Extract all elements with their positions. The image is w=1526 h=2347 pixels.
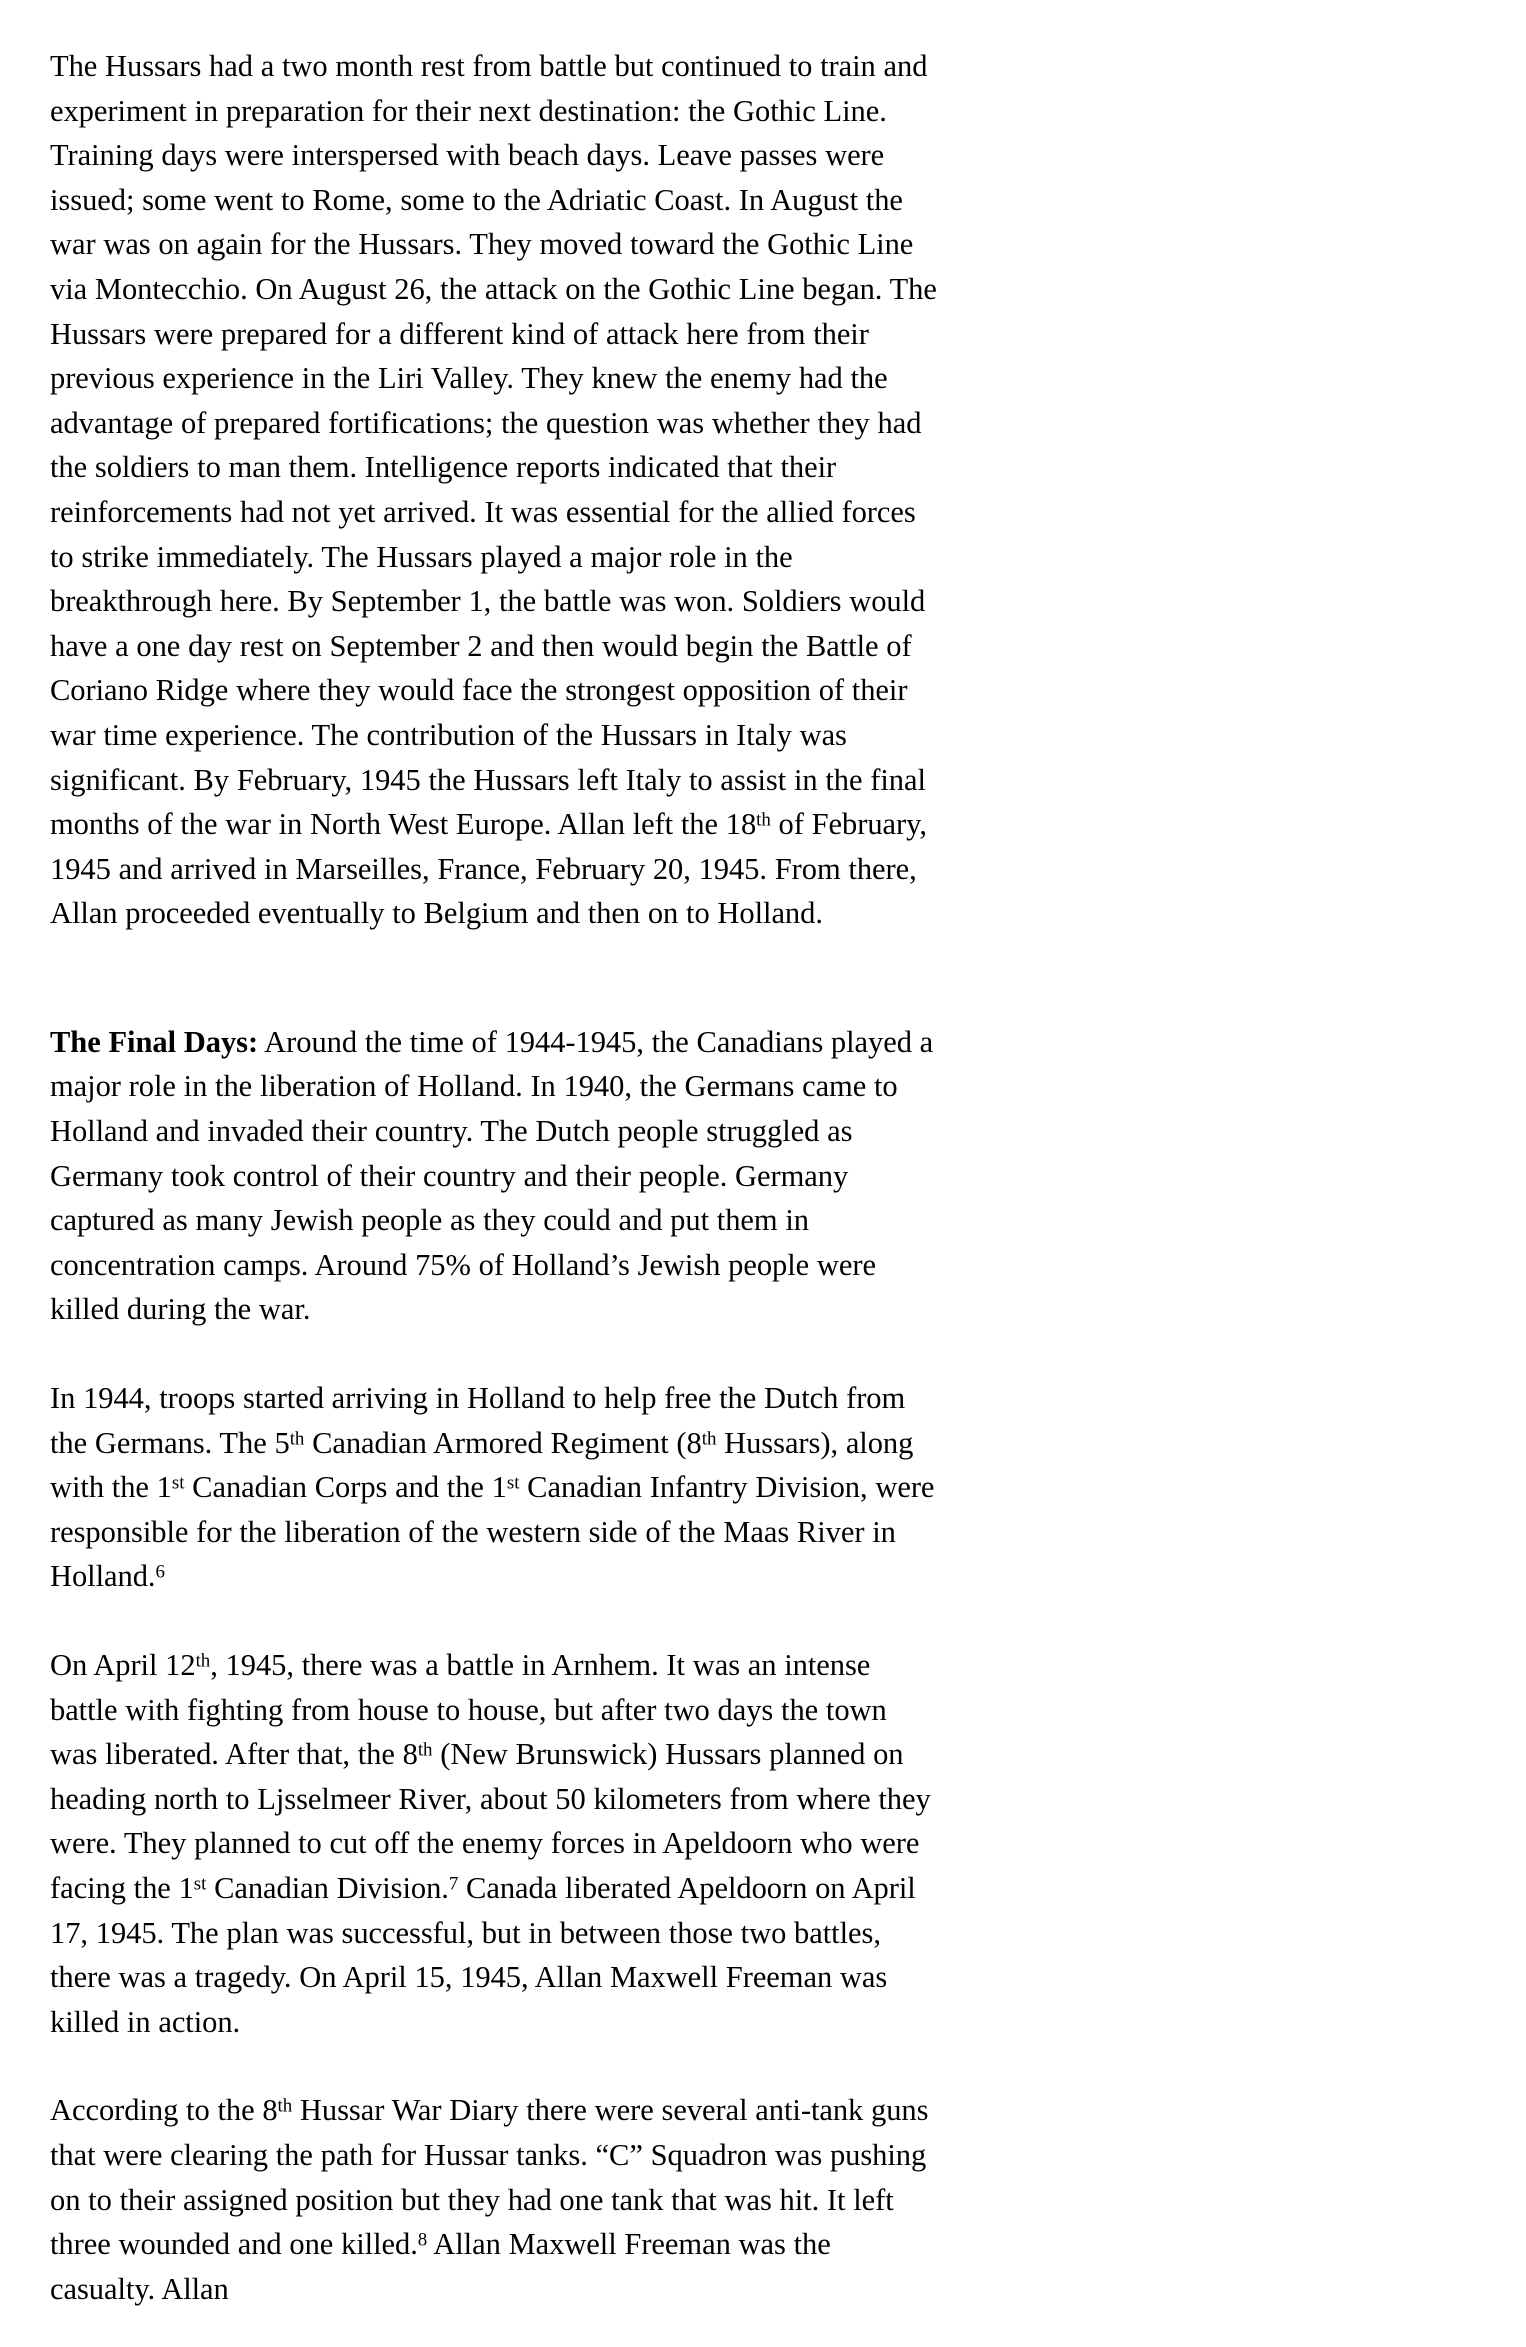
paragraph-spacer: [50, 1332, 938, 1376]
superscript: 8: [417, 2229, 428, 2251]
document-body: [50, 44, 938, 2311]
paragraph-hussars-rest: The Hussars had a two month rest from battle but continued to train and experiment in preparation for their next destination: the Gothic Line. Training days were interspersed with beach days. Leave passes were issued; some went to Rome, some to the Adriatic Coast. In August the war was on again for the Hussars. They moved toward the Gothic Line via Montecchio. On August 26, the attack on the Gothic Line began. The Hussars were prepared for a different kind of attack here from their previous experience in the Liri Valley. They knew the enemy had the advantage of prepared fortifications; the question was whether they had the soldiers to man them. Intelligence reports indicated that their reinforcements had not yet arrived. It was essential for the allied forces to strike immediately. The Hussars played a major role in the breakthrough here. By September 1, the battle was won. Soldiers would have a one day rest on September 2 and then would begin the Battle of Coriano Ridge where they would face the strongest opposition of their war time experience. The contribution of the Hussars in Italy was significant. By February, 1945 the Hussars left Italy to assist in the final months of the war in North West Europe. Allan left the 18th of February, 1945 and arrived in Marseilles, France, February 20, 1945. From there, Allan proceeded eventually to Belgium and then on to Holland.: [50, 49, 937, 931]
superscript: th: [195, 1650, 211, 1672]
paragraph-spacer: [50, 2044, 938, 2088]
paragraph-war-diary: According to the 8th Hussar War Diary there were several anti-tank guns that were clearing the path for Hussar tanks. “C” Squadron was pushing on to their assigned position but they had one tank that was hit. It left three wounded and one killed.$^8$ Allan Maxwell Freeman was the casualty. Allan: [50, 2093, 929, 2306]
superscript: th: [289, 1427, 305, 1449]
superscript: th: [277, 2095, 293, 2117]
superscript: st: [506, 1472, 520, 1494]
paragraph-arnhem: On April 12th, 1945, there was a battle in Arnhem. It was an intense battle with fighting from house to house, but after two days the town was liberated. After that, the 8th (New Brunswick) Hussars planned on heading north to Ljsselmeer River, about 50 kilometers from where they were. They planned to cut off the enemy forces in Apeldoorn who were facing the 1st Canadian Division.$^7$ Canada liberated Apeldoorn on April 17, 1945. The plan was successful, but in between those two battles, there was a tragedy. On April 15, 1945, Allan Maxwell Freeman was killed in action.: [50, 1648, 931, 2039]
superscript: st: [171, 1472, 185, 1494]
superscript: th: [756, 809, 771, 831]
section-heading-inline: The Final Days:: [50, 1024, 259, 1059]
superscript: 7: [448, 1873, 459, 1895]
paragraph-spacer: [50, 1599, 938, 1643]
paragraph-spacer: [50, 936, 938, 1020]
superscript: th: [417, 1739, 433, 1761]
paragraph-final-days: The Final Days: Around the time of 1944-1945, the Canadians played a major role in the liberation of Holland. In 1940, the Germans came to Holland and invaded their country. The Dutch people struggled as Germany took control of their country and their people. Germany captured as many Jewish people as they could and put them in concentration camps. Around 75% of Holland’s Jewish people were killed during the war.: [50, 1024, 934, 1327]
superscript: st: [193, 1873, 207, 1895]
superscript: th: [701, 1427, 717, 1449]
paragraph-1944-troops: In 1944, troops started arriving in Holland to help free the Dutch from the Germans. The 5th Canadian Armored Regiment (8th Hussars), along with the 1st Canadian Corps and the 1st Canadian Infantry Division, were responsible for the liberation of the western side of the Maas River in Holland.$^6$: [50, 1381, 935, 1594]
superscript: 6: [155, 1561, 165, 1583]
